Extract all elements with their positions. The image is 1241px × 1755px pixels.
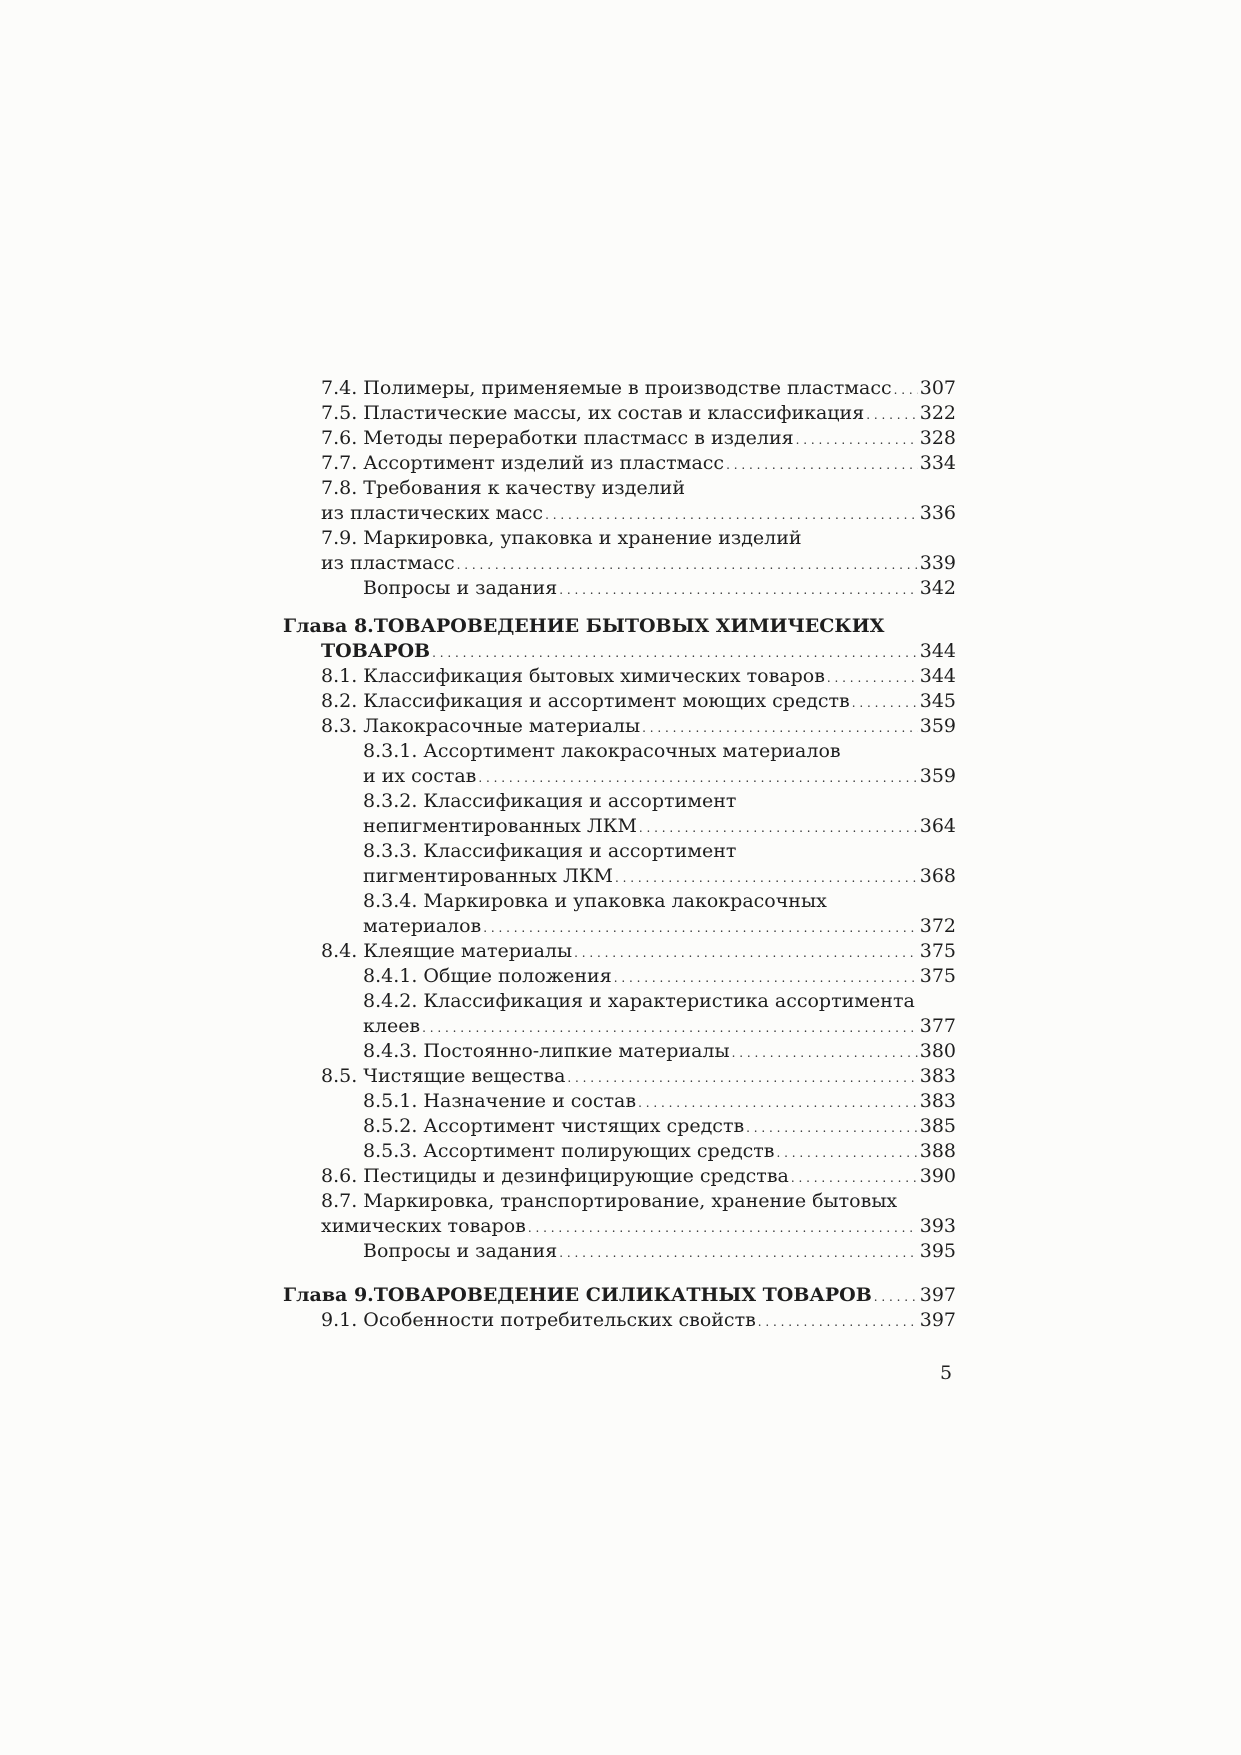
toc-entry-title-continuation: из пластических масс <box>321 502 544 524</box>
toc-entry-7-9-line1[interactable] <box>321 526 956 551</box>
toc-entry-title: 8.5. Чистящие вещества <box>321 1065 566 1087</box>
toc-chapter-8-line2[interactable] <box>321 639 956 664</box>
toc-page-number: 334 <box>919 452 956 474</box>
table-of-contents <box>283 376 956 1333</box>
toc-entry-title: 8.3.3. Классификация и ассортимент <box>363 840 737 862</box>
dot-leader <box>827 664 918 691</box>
toc-page-number: 359 <box>919 715 956 737</box>
toc-page-number: 342 <box>919 577 956 599</box>
toc-page-number: 339 <box>919 552 956 574</box>
toc-entry-title: 8.5.1. Назначение и состав <box>363 1090 637 1112</box>
toc-chapter-8-line1[interactable] <box>283 614 956 639</box>
toc-page-number: 336 <box>919 502 956 524</box>
dot-leader <box>567 1064 917 1091</box>
toc-entry-title: 8.3.4. Маркировка и упаковка лакокрасочных <box>363 890 827 912</box>
toc-entry-title-continuation: материалов <box>363 915 482 937</box>
toc-entry-title: 8.3.2. Классификация и ассортимент <box>363 790 737 812</box>
dot-leader <box>639 814 918 841</box>
toc-page-number: 383 <box>919 1065 956 1087</box>
toc-page-number: 359 <box>919 765 956 787</box>
toc-page-number: 375 <box>919 940 956 962</box>
toc-entry-title: 8.1. Классификация бытовых химических товаров <box>321 665 825 687</box>
toc-entry-9-1[interactable] <box>321 1308 956 1333</box>
chapter-prefix: Глава 9. <box>283 1284 374 1306</box>
toc-entry-7-9-line2[interactable] <box>321 551 956 576</box>
toc-page-number: 388 <box>919 1140 956 1162</box>
toc-entry-title: 8.5.3. Ассортимент полирующих средств <box>363 1140 775 1162</box>
toc-entry-title: 7.6. Методы переработки пластмасс в изделия <box>321 427 794 449</box>
toc-page-number: 397 <box>919 1284 956 1306</box>
dot-leader <box>545 501 918 528</box>
dot-leader <box>638 1089 918 1116</box>
toc-entry-8-4-2-line1[interactable] <box>363 989 956 1014</box>
toc-entry-8-4-1[interactable] <box>363 964 956 989</box>
toc-page-number: 397 <box>919 1309 956 1331</box>
toc-entry-title-continuation: пигментированных ЛКМ <box>363 865 613 887</box>
toc-entry-title: 8.5.2. Ассортимент чистящих средств <box>363 1115 745 1137</box>
dot-leader <box>559 576 918 603</box>
chapter-title: ТОВАРОВЕДЕНИЕ БЫТОВЫХ ХИМИЧЕСКИХ <box>373 615 885 637</box>
toc-entry-8-3-3-line2[interactable] <box>363 864 956 889</box>
toc-entry-7-6[interactable] <box>321 426 956 451</box>
toc-page-number: 393 <box>919 1215 956 1237</box>
toc-entry-8-5-1[interactable] <box>363 1089 956 1114</box>
toc-entry-7-7[interactable] <box>321 451 956 476</box>
toc-entry-title: 8.3. Лакокрасочные материалы <box>321 715 641 737</box>
toc-entry-8-4[interactable] <box>321 939 956 964</box>
toc-page-number: 383 <box>919 1090 956 1112</box>
toc-entry-8-4-3[interactable] <box>363 1039 956 1064</box>
dot-leader <box>758 1308 918 1335</box>
dot-leader <box>478 764 917 791</box>
toc-entry-7-5[interactable] <box>321 401 956 426</box>
toc-entry-8-5-2[interactable] <box>363 1114 956 1139</box>
toc-entry-questions-8[interactable] <box>363 1239 956 1264</box>
toc-entry-title-continuation: и их состав <box>363 765 477 787</box>
dot-leader <box>642 714 918 741</box>
toc-entry-8-3-3-line1[interactable] <box>363 839 956 864</box>
toc-entry-title: 8.4.2. Классификация и характеристика ассортимента <box>363 990 915 1012</box>
toc-page-number: 307 <box>919 377 956 399</box>
toc-page-number: 364 <box>919 815 956 837</box>
toc-entry-8-1[interactable] <box>321 664 956 689</box>
toc-entry-questions-7[interactable] <box>363 576 956 601</box>
toc-entry-7-8-line2[interactable] <box>321 501 956 526</box>
toc-page-number: 395 <box>919 1240 956 1262</box>
dot-leader <box>852 689 918 716</box>
toc-entry-8-3-2-line1[interactable] <box>363 789 956 814</box>
toc-entry-title: Вопросы и задания <box>363 577 558 599</box>
toc-entry-title: 8.4.1. Общие положения <box>363 965 612 987</box>
dot-leader <box>457 551 918 578</box>
toc-entry-title: 8.4.3. Постоянно-липкие материалы <box>363 1040 730 1062</box>
toc-entry-title: Вопросы и задания <box>363 1240 558 1262</box>
toc-entry-title: 8.4. Клеящие материалы <box>321 940 573 962</box>
chapter-title-continuation: ТОВАРОВ <box>321 640 431 662</box>
toc-page-number: 328 <box>919 427 956 449</box>
toc-chapter-9[interactable] <box>283 1283 956 1308</box>
toc-entry-8-7-line1[interactable] <box>321 1189 956 1214</box>
toc-entry-8-4-2-line2[interactable] <box>363 1014 956 1039</box>
toc-entry-title-continuation: химических товаров <box>321 1215 526 1237</box>
toc-entry-title: 7.5. Пластические массы, их состав и классификация <box>321 402 865 424</box>
chapter-title: ТОВАРОВЕДЕНИЕ СИЛИКАТНЫХ ТОВАРОВ <box>373 1284 872 1306</box>
toc-entry-title: 8.7. Маркировка, транспортирование, хранение бытовых <box>321 1190 898 1212</box>
dot-leader <box>866 401 918 428</box>
toc-entry-7-8-line1[interactable] <box>321 476 956 501</box>
toc-page-number: 375 <box>919 965 956 987</box>
dot-leader <box>732 1039 918 1066</box>
toc-page-number: 368 <box>919 865 956 887</box>
chapter-prefix: Глава 8. <box>283 615 374 637</box>
toc-page-number: 322 <box>919 402 956 424</box>
toc-entry-8-3[interactable] <box>321 714 956 739</box>
toc-entry-7-4[interactable] <box>321 376 956 401</box>
dot-leader <box>796 426 918 453</box>
toc-page-number: 345 <box>919 690 956 712</box>
toc-page-number: 377 <box>919 1015 956 1037</box>
toc-page-number: 390 <box>919 1165 956 1187</box>
toc-entry-title: 8.2. Классификация и ассортимент моющих средств <box>321 690 850 712</box>
dot-leader <box>528 1214 918 1241</box>
toc-entry-title: 8.3.1. Ассортимент лакокрасочных материалов <box>363 740 841 762</box>
toc-entry-title: 7.9. Маркировка, упаковка и хранение изделий <box>321 527 802 549</box>
toc-entry-title-continuation: клеев <box>363 1015 421 1037</box>
toc-entry-8-6[interactable] <box>321 1164 956 1189</box>
dot-leader <box>615 864 918 891</box>
toc-entry-title: 7.7. Ассортимент изделий из пластмасс <box>321 452 725 474</box>
toc-entry-8-3-1-line1[interactable] <box>363 739 956 764</box>
toc-page-number: 344 <box>919 640 956 662</box>
dot-leader <box>874 1283 918 1310</box>
dot-leader <box>574 939 918 966</box>
toc-entry-8-5-3[interactable] <box>363 1139 956 1164</box>
toc-entry-8-7-line2[interactable] <box>321 1214 956 1239</box>
toc-entry-title-continuation: из пластмасс <box>321 552 455 574</box>
dot-leader <box>422 1014 918 1041</box>
dot-leader <box>483 914 918 941</box>
toc-page-number: 385 <box>919 1115 956 1137</box>
toc-entry-title-continuation: непигментированных ЛКМ <box>363 815 637 837</box>
toc-entry-title: 9.1. Особенности потребительских свойств <box>321 1309 756 1331</box>
dot-leader <box>746 1114 918 1141</box>
toc-entry-title: 8.6. Пестициды и дезинфицирующие средства <box>321 1165 789 1187</box>
toc-entry-8-5[interactable] <box>321 1064 956 1089</box>
toc-entry-8-3-4-line1[interactable] <box>363 889 956 914</box>
toc-page-number: 344 <box>919 665 956 687</box>
dot-leader <box>614 964 918 991</box>
toc-entry-title: 7.4. Полимеры, применяемые в производстве пластмасс <box>321 377 892 399</box>
dot-leader <box>894 376 918 403</box>
dot-leader <box>559 1239 918 1266</box>
toc-entry-8-2[interactable] <box>321 689 956 714</box>
toc-page-number: 380 <box>919 1040 956 1062</box>
toc-entry-8-3-4-line2[interactable] <box>363 914 956 939</box>
dot-leader <box>791 1164 918 1191</box>
toc-entry-8-3-2-line2[interactable] <box>363 814 956 839</box>
toc-page-number: 372 <box>919 915 956 937</box>
dot-leader <box>777 1139 918 1166</box>
page-number: 5 <box>940 1362 953 1384</box>
dot-leader <box>432 639 918 666</box>
toc-entry-8-3-1-line2[interactable] <box>363 764 956 789</box>
dot-leader <box>726 451 918 478</box>
toc-entry-title: 7.8. Требования к качеству изделий <box>321 477 685 499</box>
